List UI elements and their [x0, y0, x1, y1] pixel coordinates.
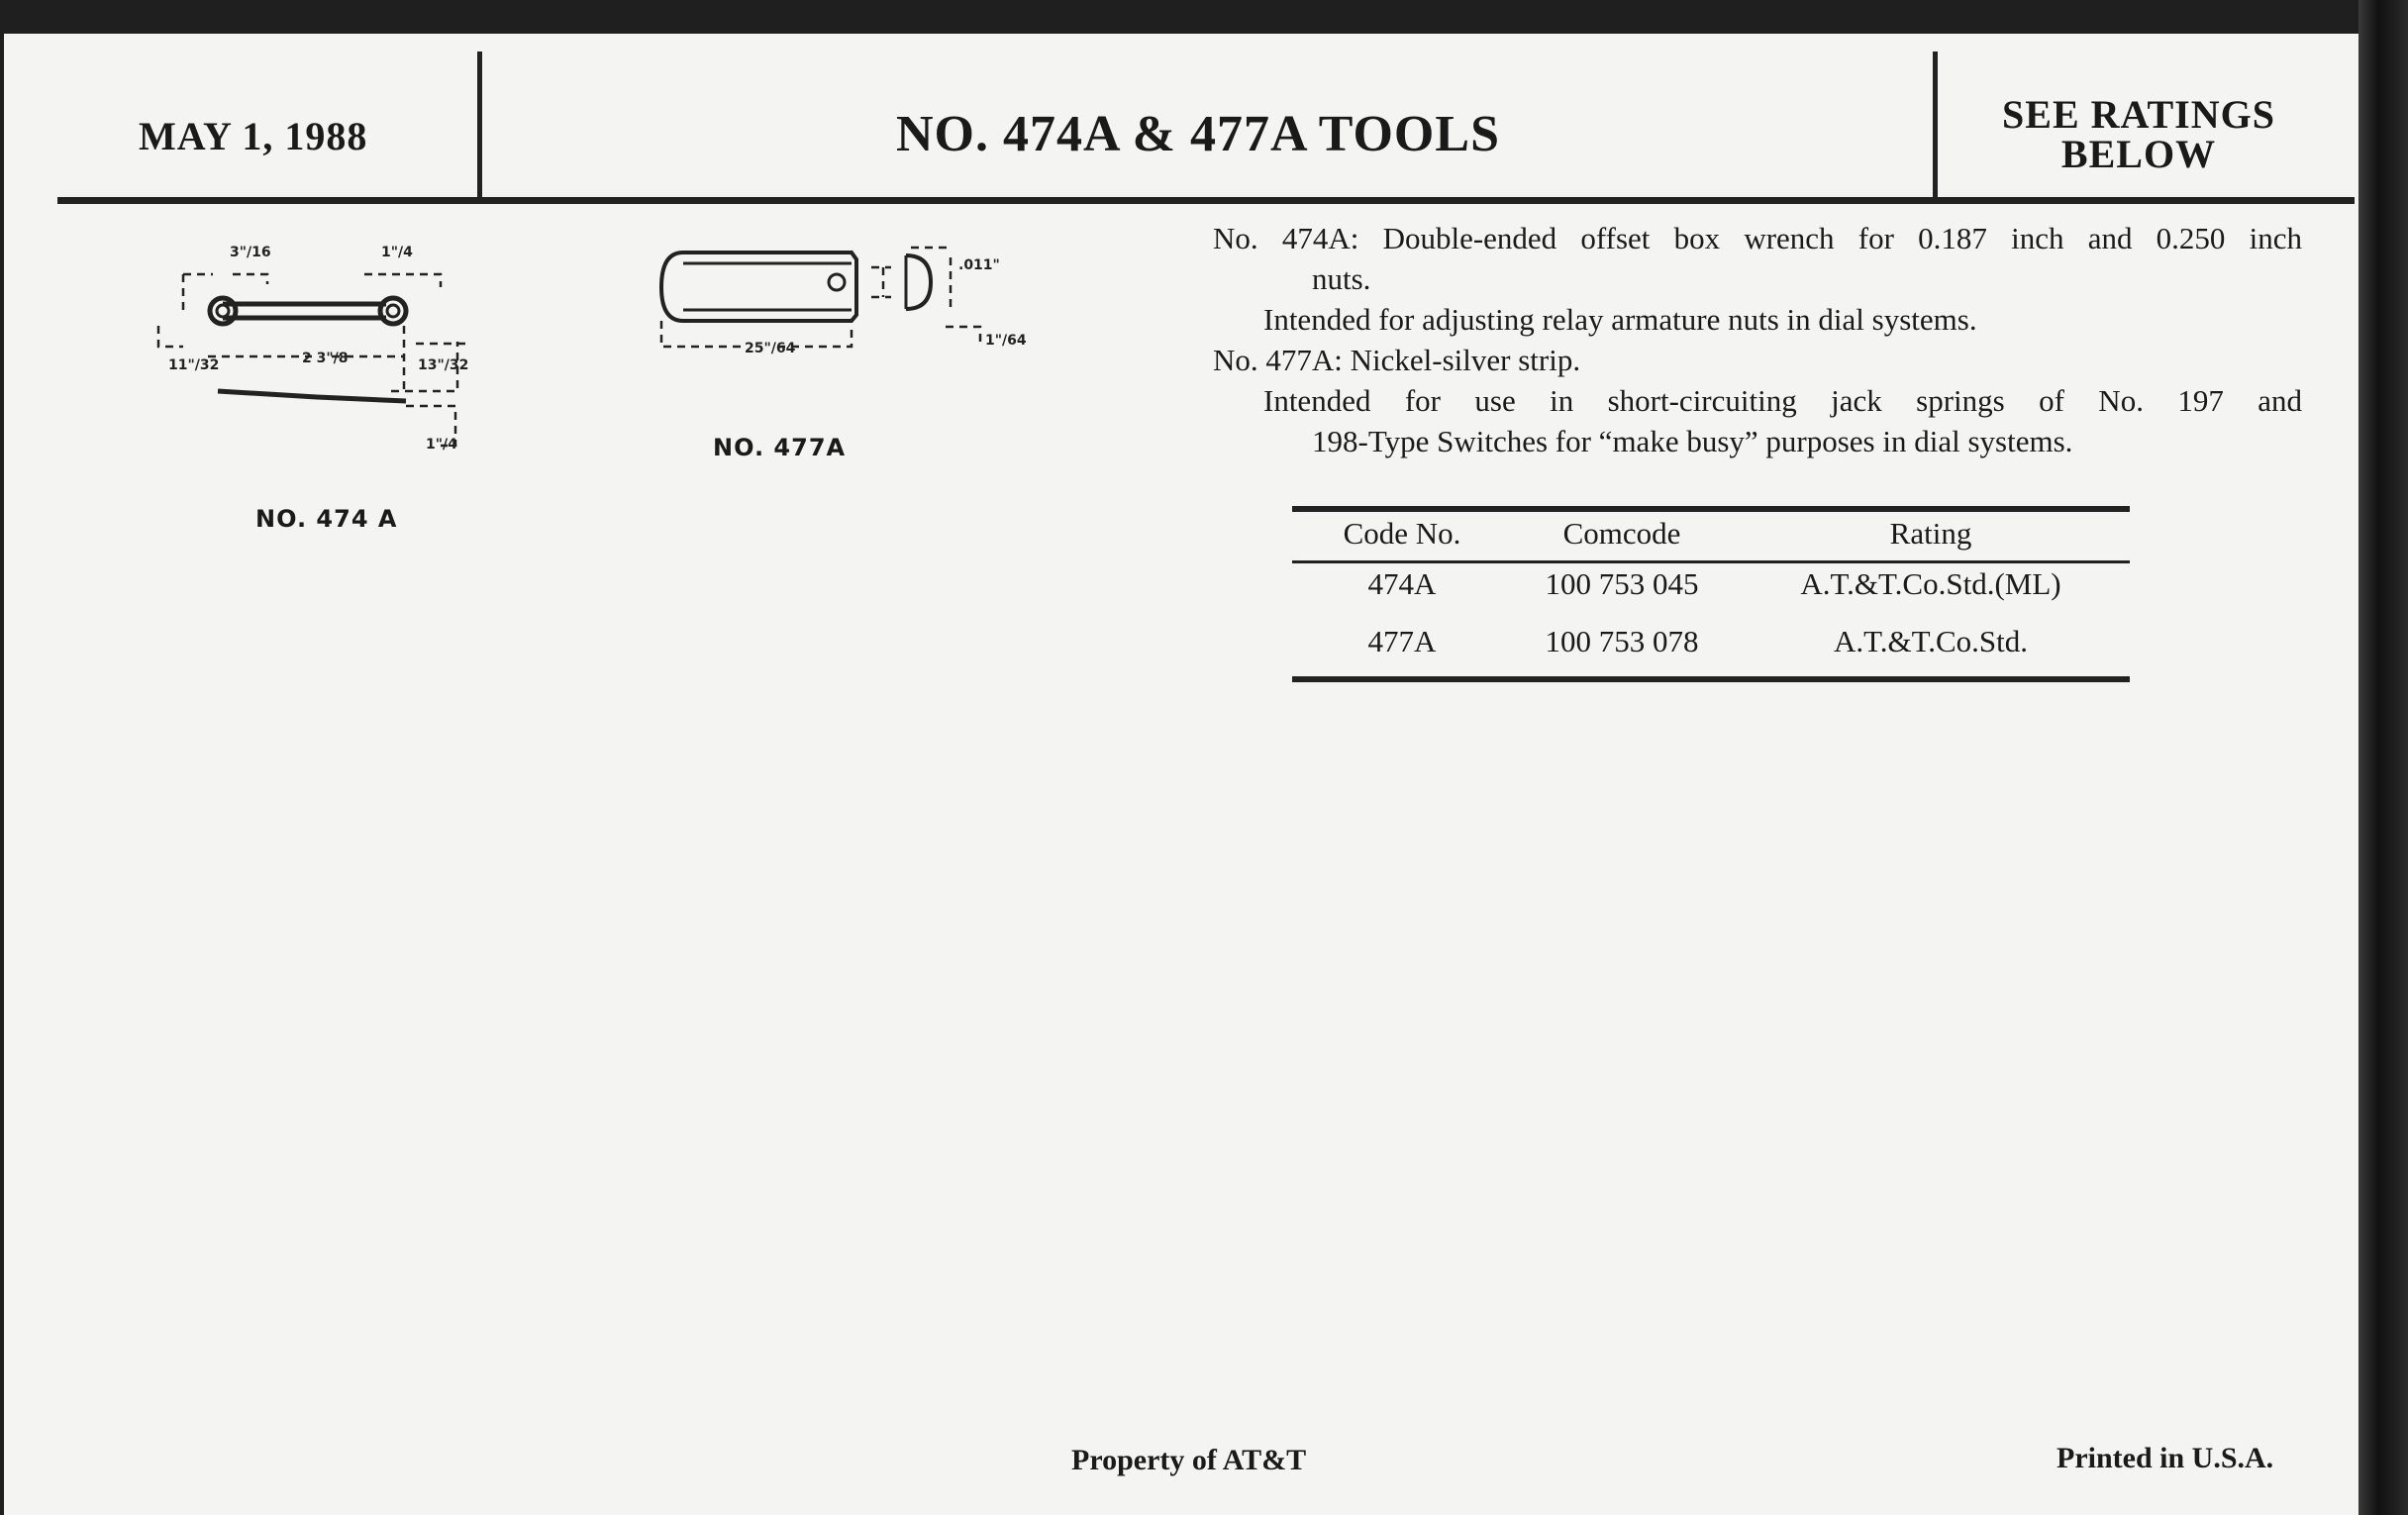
- table-header-rating: Rating: [1889, 516, 1972, 551]
- dim-474a-top-right: 1"/4: [381, 245, 413, 260]
- desc-line4: No. 477A: Nickel-silver strip.: [1213, 343, 1581, 377]
- dim-477a-thickness: .011": [958, 257, 1000, 273]
- scan-edge: [2358, 0, 2408, 1515]
- header-date: MAY 1, 1988: [139, 114, 368, 158]
- table-cell-comcode: 100 753 045: [1545, 566, 1699, 601]
- table-cell-rating: A.T.&T.Co.Std.(ML): [1800, 566, 2061, 601]
- header-ratings-line2: BELOW: [2060, 132, 2217, 176]
- table-header-comcode: Comcode: [1562, 516, 1681, 551]
- table-bottom-rule: [1292, 676, 2130, 682]
- table-cell-comcode: 100 753 078: [1545, 624, 1699, 658]
- desc-line6: 198-Type Switches for “make busy” purposes in dial systems.: [1312, 424, 2073, 458]
- table-top-rule: [1292, 506, 2130, 512]
- table-cell-code: 477A: [1367, 624, 1437, 658]
- desc-line1: No. 474A: Double-ended offset box wrench for 0.187 inch and 0.250 inch: [1213, 221, 2302, 255]
- footer-property: Property of AT&T: [1071, 1444, 1307, 1476]
- dim-477a-small: 1"/64: [985, 333, 1027, 349]
- wrench-474a-drawing: [139, 233, 495, 470]
- dim-474a-left: 11"/32: [168, 357, 220, 373]
- header-title: NO. 474A & 477A TOOLS: [896, 106, 1500, 162]
- strip-477a-drawing: [653, 238, 1030, 366]
- fig-477a-caption: NO. 477A: [713, 434, 847, 461]
- dim-477a-length: 25"/64: [745, 341, 796, 356]
- dim-474a-bottom-right: 1"/4: [426, 437, 457, 453]
- header-ratings: [1941, 92, 2337, 176]
- table-cell-code: 474A: [1367, 566, 1437, 601]
- footer-printed: Printed in U.S.A.: [2057, 1442, 2274, 1474]
- desc-line2: nuts.: [1312, 261, 1371, 296]
- dim-474a-middle: 2 3"/8: [302, 351, 349, 366]
- table-cell-rating: A.T.&T.Co.Std.: [1833, 624, 2029, 658]
- header-rule: [57, 197, 2355, 204]
- table-header-code: Code No.: [1343, 516, 1461, 551]
- dim-474a-top-left: 3"/16: [230, 245, 271, 260]
- header-ratings-line1: SEE RATINGS: [2002, 92, 2275, 137]
- header-divider-right: [1933, 51, 1938, 200]
- dim-474a-right: 13"/32: [418, 357, 469, 373]
- table-header-rule: [1292, 560, 2130, 563]
- fig-474a-caption: NO. 474 A: [255, 505, 398, 533]
- desc-line3: Intended for adjusting relay armature nuts in dial systems.: [1263, 302, 1977, 337]
- header-divider-left: [477, 51, 482, 200]
- desc-line5: Intended for use in short-circuiting jack springs of No. 197 and: [1263, 383, 2302, 418]
